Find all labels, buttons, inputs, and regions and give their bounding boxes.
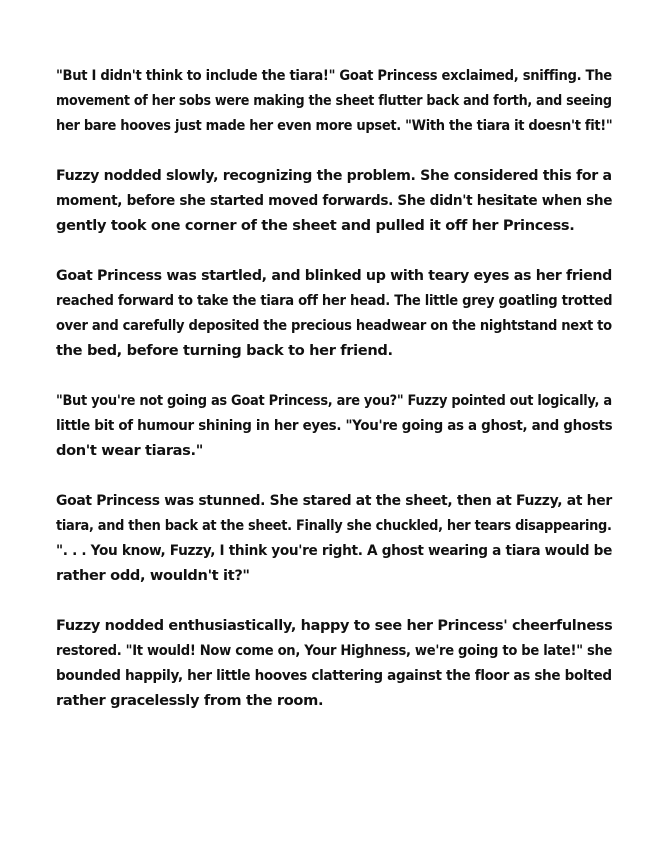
paragraph-2 bbox=[56, 163, 612, 238]
text-line: rather gracelessly from the room. bbox=[56, 692, 324, 709]
text-line: the bed, before turning back to her friend. bbox=[56, 342, 393, 359]
text-line: Goat Princess was startled, and blinked up with teary eyes as her friend bbox=[56, 267, 612, 284]
text-line: movement of her sobs were making the sheet flutter back and forth, and seeing bbox=[56, 92, 612, 109]
text-line: Goat Princess was stunned. She stared at the sheet, then at Fuzzy, at her bbox=[56, 492, 612, 509]
text-line: reached forward to take the tiara off her head. The little grey goatling trotted bbox=[56, 292, 613, 309]
text-line: Fuzzy nodded slowly, recognizing the problem. She considered this for a bbox=[56, 167, 612, 184]
text-line: little bit of humour shining in her eyes. "You're going as a ghost, and ghosts bbox=[56, 417, 613, 434]
text-line: gently took one corner of the sheet and pulled it off her Princess. bbox=[56, 217, 575, 234]
text-line: ". . . You know, Fuzzy, I think you're right. A ghost wearing a tiara would be bbox=[56, 542, 613, 559]
story-page bbox=[56, 63, 612, 738]
paragraph-3 bbox=[56, 263, 612, 363]
paragraph-6 bbox=[56, 613, 612, 713]
paragraph-1 bbox=[56, 63, 612, 138]
text-line: Fuzzy nodded enthusiastically, happy to see her Princess' cheerfulness bbox=[56, 617, 613, 634]
text-line: don't wear tiaras." bbox=[56, 442, 203, 459]
paragraph-4 bbox=[56, 388, 612, 463]
text-line: over and carefully deposited the precious headwear on the nightstand next to bbox=[56, 317, 612, 334]
text-line: bounded happily, her little hooves clattering against the floor as she bolted bbox=[56, 667, 612, 684]
paragraph-5 bbox=[56, 488, 612, 588]
text-line: restored. "It would! Now come on, Your Highness, we're going to be late!" she bbox=[56, 642, 613, 659]
text-line: tiara, and then back at the sheet. Finally she chuckled, her tears disappearing. bbox=[56, 517, 612, 534]
text-line: rather odd, wouldn't it?" bbox=[56, 567, 250, 584]
text-line: her bare hooves just made her even more upset. "With the tiara it doesn't fit!" bbox=[56, 117, 613, 134]
text-line: moment, before she started moved forwards. She didn't hesitate when she bbox=[56, 192, 613, 209]
text-line: "But I didn't think to include the tiara!" Goat Princess exclaimed, sniffing. The bbox=[56, 67, 612, 84]
text-line: "But you're not going as Goat Princess, are you?" Fuzzy pointed out logically, a bbox=[56, 392, 612, 409]
